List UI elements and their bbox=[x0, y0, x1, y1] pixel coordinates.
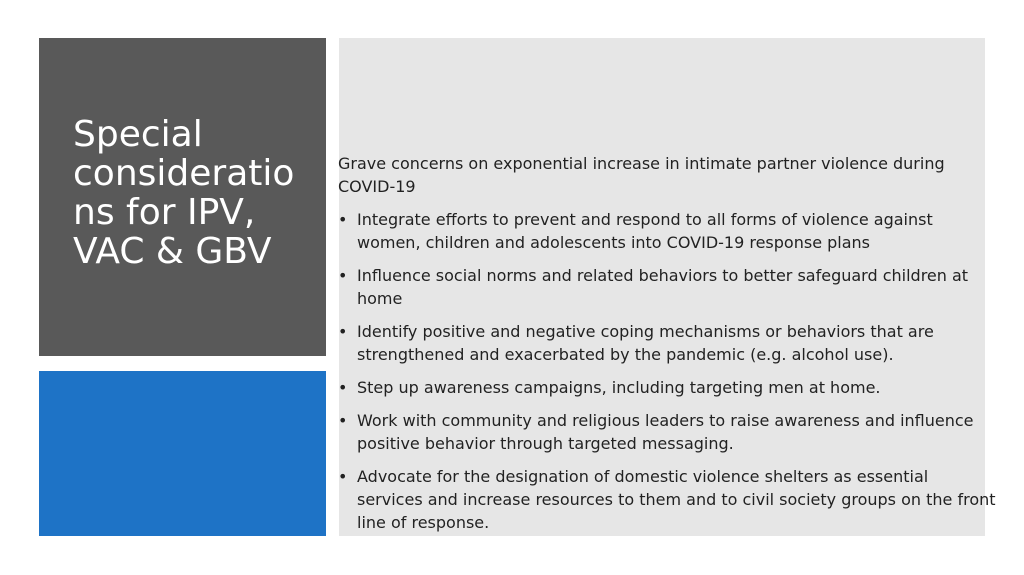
bullet-text: Identify positive and negative coping mechanisms or behaviors that are strengthened and exacerbated by the pandemic (e.g. alcohol use). bbox=[357, 322, 934, 364]
bullet-text: Advocate for the designation of domestic violence shelters as essential services and increase resources to them and to civil society groups on the front line of response. bbox=[357, 467, 996, 532]
accent-panel bbox=[39, 371, 326, 536]
bullet-item bbox=[338, 465, 998, 534]
slide-title: Special consideratio ns for IPV, VAC & GBV bbox=[73, 114, 295, 272]
bullet-item bbox=[338, 264, 998, 310]
bullet-text: Influence social norms and related behaviors to better safeguard children at home bbox=[357, 266, 969, 308]
bullet-icon: • bbox=[338, 322, 348, 341]
bullet-icon: • bbox=[338, 210, 348, 229]
intro-text: Grave concerns on exponential increase in intimate partner violence during COVID-19 bbox=[338, 154, 945, 196]
bullet-icon: • bbox=[338, 378, 348, 397]
bullet-icon: • bbox=[338, 266, 348, 285]
bullet-icon: • bbox=[338, 411, 348, 430]
bullet-text: Work with community and religious leaders to raise awareness and influence positive behavior through targeted messaging. bbox=[357, 411, 974, 453]
bullet-item bbox=[338, 376, 998, 399]
bullet-text: Integrate efforts to prevent and respond to all forms of violence against women, children and adolescents into COVID-19 response plans bbox=[357, 210, 933, 252]
bullet-text: Step up awareness campaigns, including targeting men at home. bbox=[357, 378, 881, 397]
bullet-icon: • bbox=[338, 467, 348, 486]
title-panel bbox=[39, 38, 326, 356]
bullet-item bbox=[338, 409, 998, 455]
bullet-list bbox=[338, 208, 998, 534]
slide-content bbox=[338, 152, 998, 544]
bullet-item bbox=[338, 320, 998, 366]
bullet-item bbox=[338, 208, 998, 254]
